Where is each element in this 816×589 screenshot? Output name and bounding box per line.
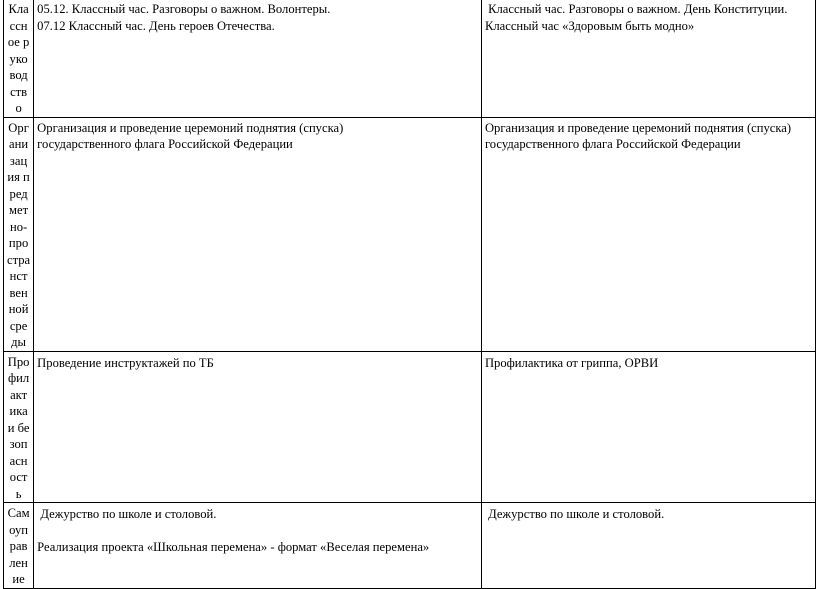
cell-week-1 xyxy=(34,0,482,117)
table-row xyxy=(4,503,816,589)
cell-line: государственного флага Российской Федерации xyxy=(484,137,741,151)
cell-week-1 xyxy=(34,117,482,351)
cell-line: Проведение инструктажей по ТБ xyxy=(37,355,214,370)
cell-line: Классный час. Разговоры о важном. День Конституции. xyxy=(484,2,788,16)
table-row xyxy=(4,0,816,117)
cell-week-1 xyxy=(34,503,482,589)
cell-line: Реализация проекта «Школьная перемена» - формат «Веселая перемена» xyxy=(37,539,430,554)
cell-week-2 xyxy=(481,503,815,589)
table-row xyxy=(4,117,816,351)
cell-week-2 xyxy=(481,351,815,503)
cell-line: Дежурство по школе и столовой. xyxy=(484,507,665,521)
cell-line: 05.12. Классный час. Разговоры о важном. Волонтеры. xyxy=(37,2,331,16)
table-row xyxy=(4,351,816,503)
cell-week-2 xyxy=(481,117,815,351)
row-label-self-government: Самоуправление xyxy=(4,503,34,589)
cell-line: Классный час «Здоровым быть модно» xyxy=(484,18,695,33)
row-label-environment: Организация предметно-пространственной среды xyxy=(4,117,34,351)
row-label-safety: Профилактика и безопасность xyxy=(4,351,34,503)
cell-week-1 xyxy=(34,351,482,503)
cell-line: Дежурство по школе и столовой. xyxy=(37,507,217,521)
row-label-class-management: Классное руководство xyxy=(4,0,34,117)
cell-line: Профилактика от гриппа, ОРВИ xyxy=(484,355,659,370)
cell-line: Организация и проведение церемоний поднятия (спуска) xyxy=(37,120,344,135)
cell-line: государственного флага Российской Федерации xyxy=(37,137,293,151)
plan-table xyxy=(3,0,816,589)
cell-week-2 xyxy=(481,0,815,117)
cell-line: Организация и проведение церемоний поднятия (спуска) xyxy=(484,120,792,135)
cell-line: 07.12 Классный час. День героев Отечества. xyxy=(37,18,275,33)
